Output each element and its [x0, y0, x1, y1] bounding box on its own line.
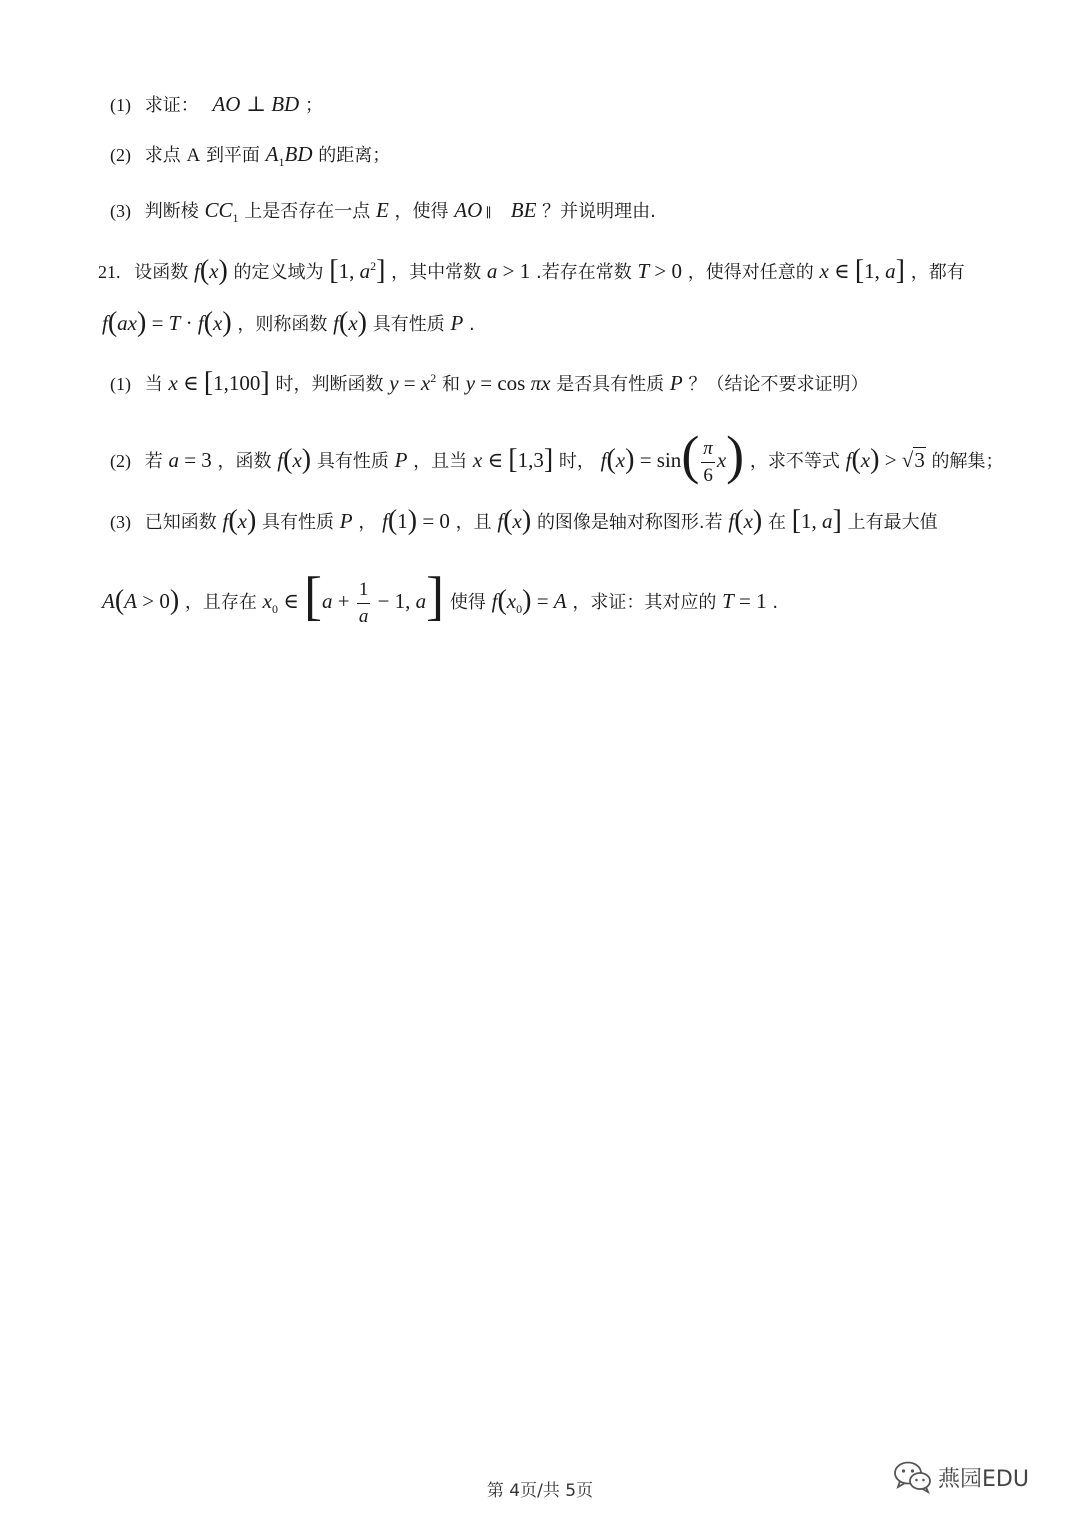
formula: ): [407, 505, 418, 536]
formula: ]: [376, 255, 386, 286]
formula: ): [218, 255, 228, 286]
text: ，且: [455, 512, 492, 533]
formula: (: [107, 307, 118, 338]
formula: x: [348, 311, 358, 335]
formula: a: [415, 589, 427, 613]
question-20-part-2: [110, 139, 390, 177]
formula: f: [382, 509, 388, 533]
formula: 1,100: [213, 371, 261, 395]
formula: A: [553, 589, 567, 613]
formula: ]: [426, 566, 445, 626]
page-number: 第 4页/共 5页: [486, 1481, 594, 1501]
formula: (: [606, 444, 616, 475]
question-number: 21.: [98, 262, 121, 282]
text: ，则称函数: [237, 314, 328, 335]
part-number: (2): [110, 145, 131, 165]
formula: x: [819, 259, 829, 283]
text: 和: [441, 374, 460, 395]
text: .: [772, 592, 779, 613]
formula: y: [389, 371, 399, 395]
formula: 1,: [338, 259, 360, 283]
formula: x: [237, 509, 247, 533]
formula: T: [722, 589, 734, 613]
text: 上是否存在一点: [244, 201, 371, 222]
text: 判断棱: [144, 201, 199, 222]
formula: (: [339, 307, 349, 338]
point-label: A: [186, 145, 201, 166]
formula: = 0: [417, 509, 450, 533]
formula: f: [222, 509, 229, 533]
formula: 1,: [801, 509, 823, 533]
formula: f: [333, 311, 339, 335]
text: 具有性质: [316, 451, 389, 472]
formula: ·: [180, 311, 198, 335]
text: .若存在常数: [535, 262, 632, 283]
formula: (: [203, 307, 214, 338]
formula: (: [734, 505, 744, 536]
part-number: (2): [110, 451, 131, 471]
formula: a: [822, 509, 833, 533]
formula: P: [339, 509, 353, 533]
formula: f: [491, 589, 498, 613]
text: ，使得对任意的: [687, 262, 814, 283]
formula: ax: [117, 311, 137, 335]
text: 是否具有性质: [556, 374, 665, 395]
formula: a: [168, 448, 179, 472]
text: ？（结论不要求证明）: [688, 374, 869, 395]
part-number: (1): [110, 374, 131, 394]
formula: x: [168, 371, 178, 395]
text: ；: [304, 95, 323, 116]
formula: +: [332, 589, 355, 613]
formula: (: [681, 425, 700, 485]
formula: x: [292, 448, 302, 472]
text: 具有性质: [372, 314, 445, 335]
text: 到平面: [205, 145, 260, 166]
text: 的距离；: [318, 145, 391, 166]
formula: (: [387, 505, 398, 536]
formula: E: [375, 198, 389, 222]
formula: x: [512, 509, 522, 533]
formula: x: [213, 311, 223, 335]
formula: x: [615, 448, 626, 472]
formula: $CC_1$: [204, 198, 239, 226]
part-number: (3): [110, 512, 131, 532]
formula: [: [203, 367, 214, 398]
formula: ]: [895, 255, 905, 286]
formula: ): [169, 585, 180, 616]
formula: $x^2$: [420, 371, 437, 395]
text: 时，: [558, 451, 595, 472]
wechat-icon: [893, 1460, 933, 1494]
formula: ]: [543, 444, 554, 475]
text: ，且存在: [184, 592, 257, 613]
text: .: [469, 314, 475, 335]
formula: ): [137, 307, 147, 338]
formula: a: [486, 259, 498, 283]
text: 的定义域为: [233, 262, 324, 283]
text: ，其中常数: [391, 262, 482, 283]
formula: BE: [510, 198, 537, 222]
formula: f: [497, 509, 504, 533]
formula: ): [870, 444, 880, 475]
formula: ∈: [177, 371, 204, 395]
text: 设函数: [134, 262, 189, 283]
formula: f: [102, 311, 108, 335]
text: 当: [144, 374, 163, 395]
text: 的解集；: [931, 451, 1004, 472]
formula: (: [497, 585, 507, 616]
text: 上有最大值: [847, 512, 938, 533]
formula: > √: [879, 448, 914, 472]
formula: ): [301, 444, 312, 475]
formula: $A_1BD$: [265, 142, 313, 170]
formula: = 3: [178, 448, 212, 472]
part-number: (3): [110, 201, 131, 221]
formula: ]: [832, 505, 842, 536]
formula: [: [791, 505, 802, 536]
formula: = cos: [475, 371, 526, 395]
formula: 1: [397, 509, 408, 533]
formula: ∈: [277, 589, 304, 613]
text: ，: [358, 512, 377, 533]
formula: (: [851, 444, 861, 475]
formula: f: [600, 448, 607, 472]
formula: f: [728, 509, 735, 533]
formula: ]: [260, 367, 270, 398]
fraction: $\frac{\pi}{6}$: [703, 437, 713, 486]
text: 若: [144, 451, 163, 472]
formula: x: [860, 448, 871, 472]
formula: =: [531, 589, 554, 613]
part-number: (1): [110, 95, 131, 115]
formula: $x_0$: [262, 589, 278, 617]
formula: P: [450, 311, 464, 335]
question-21-part-1: [110, 363, 868, 400]
text: 的图像是轴对称图形.若: [536, 512, 723, 533]
text: ，且当: [413, 451, 468, 472]
formula: $x_0$: [506, 589, 523, 617]
text: 已知函数: [144, 512, 217, 533]
formula: x: [743, 509, 753, 533]
formula: AO: [454, 198, 483, 222]
formula: $a^2$: [359, 259, 377, 283]
question-21-line-2: [102, 307, 475, 340]
formula: [: [304, 566, 322, 626]
formula: ): [752, 505, 763, 536]
text: 在: [767, 512, 786, 533]
question-21-part-3-line-2: [102, 562, 778, 637]
text: 求点: [144, 145, 181, 166]
formula: a: [321, 589, 333, 613]
formula: P: [669, 371, 683, 395]
formula: ⊥: [246, 92, 272, 116]
formula: ): [726, 425, 745, 485]
formula: AO: [212, 92, 241, 116]
formula: ): [357, 307, 367, 338]
text: ，函数: [217, 451, 272, 472]
formula: 1,: [864, 259, 886, 283]
watermark: [893, 1456, 1053, 1496]
formula: > 0: [136, 589, 170, 613]
formula: > 0: [649, 259, 682, 283]
formula: (: [199, 255, 210, 286]
text: ？并说明理由.: [542, 201, 656, 222]
formula: =: [398, 371, 421, 395]
formula: ∥: [482, 205, 495, 220]
text: 使得: [449, 592, 486, 613]
formula: A: [102, 589, 115, 613]
formula: A: [124, 589, 137, 613]
question-21-part-3-line-1: [110, 505, 938, 538]
formula: 3: [914, 448, 925, 472]
formula: =: [146, 311, 169, 335]
formula: ): [625, 444, 635, 475]
text: 时，判断函数: [275, 374, 384, 395]
text: 具有性质: [262, 512, 335, 533]
formula: (: [283, 444, 293, 475]
fraction: $\frac{1}{a}$: [358, 578, 369, 627]
formula: x: [472, 448, 483, 472]
formula: ∈: [828, 259, 855, 283]
question-20-part-3: [110, 195, 656, 233]
text: ，使得: [394, 201, 449, 222]
text: 求证：: [144, 95, 199, 116]
formula: [: [854, 255, 865, 286]
formula: = 1: [733, 589, 767, 613]
formula: f: [845, 448, 852, 472]
formula: [: [508, 444, 518, 475]
formula: ): [522, 585, 532, 616]
formula: > 1: [497, 259, 531, 283]
formula: ): [246, 505, 257, 536]
formula: x: [209, 259, 219, 283]
formula: P: [394, 448, 408, 472]
formula: 1,3: [517, 448, 544, 472]
watermark-text: 燕园EDU: [938, 1467, 1029, 1492]
formula: T: [168, 311, 181, 335]
formula: = sin: [634, 448, 682, 472]
formula: f: [197, 311, 204, 335]
formula: πx: [525, 371, 551, 395]
question-20-part-1: [110, 89, 323, 121]
question-21-part-2: [110, 421, 1004, 490]
formula: x: [716, 448, 727, 472]
text: ，求不等式: [749, 451, 840, 472]
text: ，都有: [910, 262, 965, 283]
formula: − 1,: [372, 589, 416, 613]
formula: y: [465, 371, 476, 395]
formula: (: [228, 505, 238, 536]
formula: ): [222, 307, 232, 338]
formula: ∈: [482, 448, 509, 472]
text: ，求证：其对应的: [572, 592, 717, 613]
formula: f: [193, 259, 200, 283]
formula: ): [521, 505, 532, 536]
formula: BD: [271, 92, 300, 116]
question-21-line-1: [98, 251, 965, 288]
formula: T: [637, 259, 650, 283]
formula: [: [329, 255, 339, 286]
formula: f: [277, 448, 284, 472]
formula: (: [503, 505, 513, 536]
formula: a: [885, 259, 896, 283]
formula: (: [114, 585, 125, 616]
